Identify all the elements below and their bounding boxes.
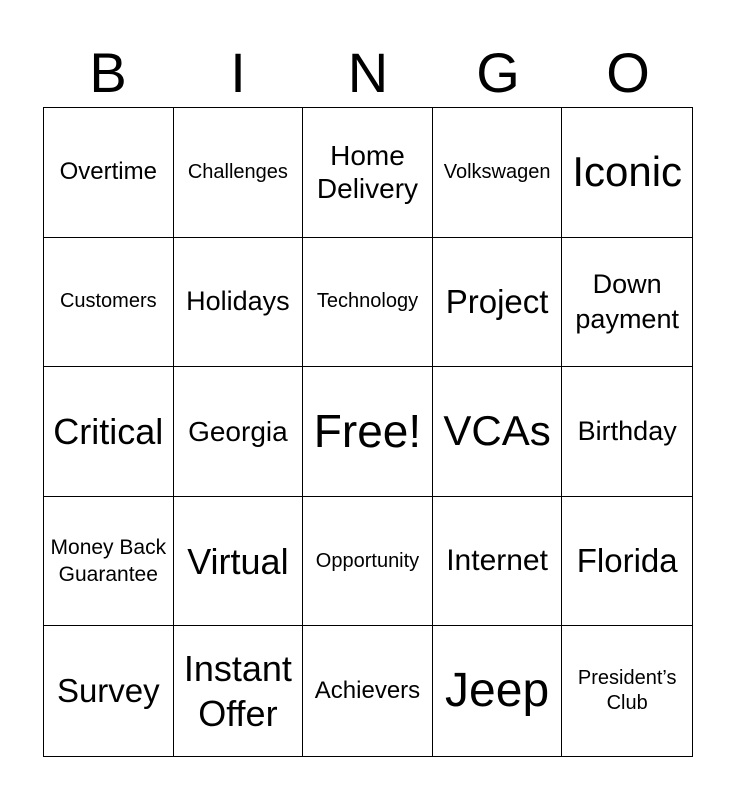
bingo-cell[interactable] <box>44 238 174 368</box>
bingo-cell[interactable] <box>433 497 563 627</box>
bingo-cell[interactable] <box>562 367 692 497</box>
bingo-cell[interactable] <box>44 626 174 756</box>
cell-label: Critical <box>53 410 164 452</box>
bingo-cell[interactable] <box>433 238 563 368</box>
cell-label: Virtual <box>187 540 289 582</box>
cell-label: Customers <box>59 290 157 313</box>
cell-label: Challenges <box>187 160 288 183</box>
bingo-cell[interactable] <box>433 367 563 497</box>
bingo-cell[interactable] <box>303 497 433 627</box>
bingo-cell[interactable] <box>44 367 174 497</box>
header-letter-g: G <box>476 41 520 104</box>
bingo-cell[interactable] <box>303 108 433 238</box>
bingo-cell[interactable] <box>303 626 433 756</box>
bingo-cell[interactable] <box>303 367 433 497</box>
header-letter-n: N <box>347 41 389 104</box>
bingo-cell[interactable] <box>562 497 692 627</box>
bingo-cell[interactable] <box>303 238 433 368</box>
bingo-cell[interactable] <box>174 497 304 627</box>
cell-label: Florida <box>576 542 678 580</box>
bingo-cell[interactable] <box>433 626 563 756</box>
cell-label: Holidays <box>186 286 290 317</box>
cell-label: Opportunity <box>315 549 420 572</box>
cell-label: Achievers <box>314 677 421 705</box>
cell-label: Jeep <box>445 663 550 717</box>
bingo-cell[interactable] <box>174 367 304 497</box>
header-letter-i: I <box>230 41 246 104</box>
bingo-grid <box>43 107 693 757</box>
free-space: Free! <box>313 405 422 458</box>
cell-label: Georgia <box>188 415 288 447</box>
bingo-cell[interactable] <box>562 626 692 756</box>
cell-label: Iconic <box>572 148 683 196</box>
cell-label: Survey <box>56 672 160 710</box>
header-letter-b: B <box>89 41 127 104</box>
header-letter-o: O <box>606 41 650 104</box>
cell-label: Birthday <box>577 415 677 446</box>
bingo-cell[interactable] <box>174 108 304 238</box>
cell-label: Overtime <box>59 158 157 186</box>
cell-label: Internet <box>446 544 548 578</box>
cell-label: Home Delivery <box>316 139 419 205</box>
cell-label: Project <box>445 283 549 321</box>
cell-label: Technology <box>316 290 419 313</box>
bingo-cell[interactable] <box>44 108 174 238</box>
bingo-cell[interactable] <box>174 238 304 368</box>
cell-label: Instant Offer <box>183 648 292 735</box>
cell-label: Volkswagen <box>443 160 551 183</box>
bingo-cell[interactable] <box>174 626 304 756</box>
cell-label: Down payment <box>575 268 679 334</box>
cell-label: Money Back Guarantee <box>50 535 167 587</box>
cell-label: VCAs <box>443 407 551 455</box>
bingo-cell[interactable] <box>44 497 174 627</box>
bingo-cell[interactable] <box>433 108 563 238</box>
bingo-cell[interactable] <box>562 108 692 238</box>
bingo-header <box>43 40 693 106</box>
cell-label: President’s Club <box>577 667 677 715</box>
bingo-cell[interactable] <box>562 238 692 368</box>
